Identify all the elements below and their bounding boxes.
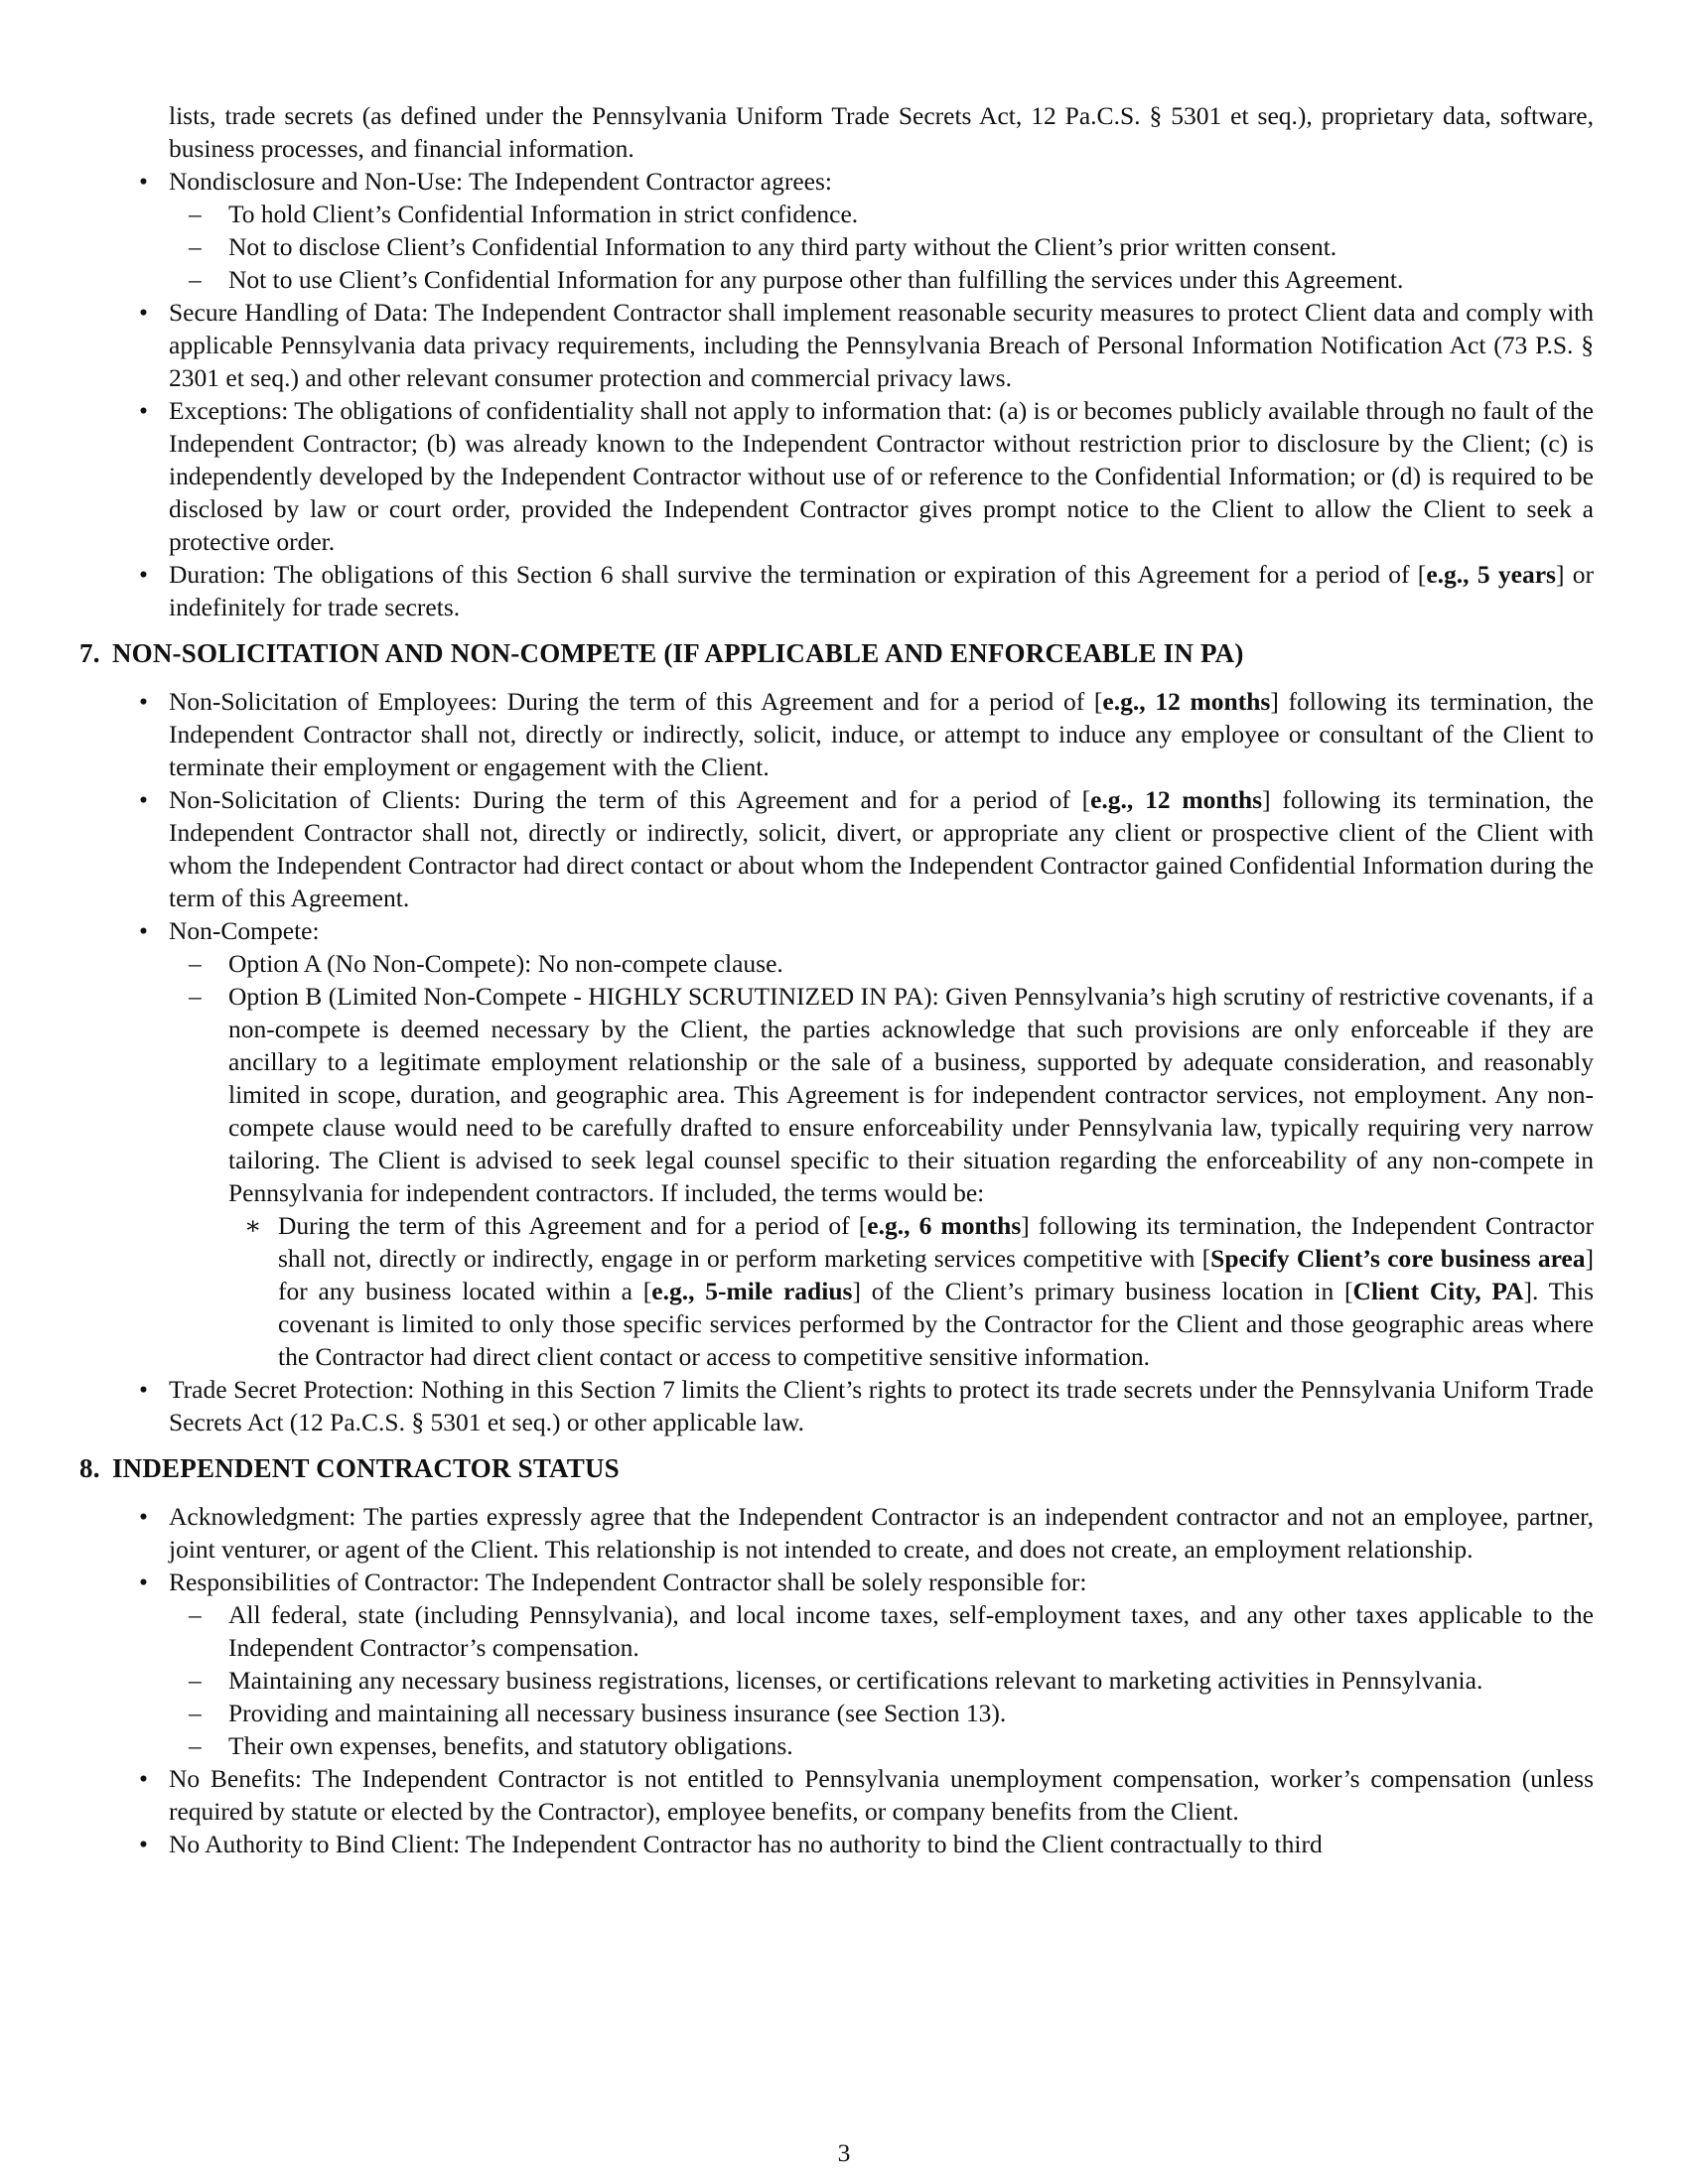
section-number: 7. bbox=[79, 638, 100, 668]
placeholder-term: e.g., 5-mile radius bbox=[651, 1277, 853, 1305]
non-compete-options bbox=[169, 947, 1594, 1373]
list-item-no-benefits: • No Benefits: The Independent Contractor is not entitled to Pennsylvania unemployment compensation, worker’s compensation (unless required by statute or elected by the Contractor), employee benefits, or company benefits from the Client. bbox=[79, 1762, 1594, 1828]
option-a: – Option A (No Non-Compete): No non-compete clause. bbox=[169, 947, 1594, 980]
option-b bbox=[169, 980, 1594, 1373]
text-run: Non-Solicitation of Employees: During the term of this Agreement and for a period of [ bbox=[169, 687, 1103, 716]
text-run: ] following its termination, the Independent Contractor shall not, directly or indirectly, solicit, induce, or attempt to induce any employee or consultant of the Client to terminate their employment or engagement with the Client. bbox=[169, 687, 1594, 781]
responsibilities-sublist bbox=[169, 1598, 1594, 1762]
placeholder-term: Specify Client’s core business area bbox=[1210, 1244, 1586, 1273]
text-run: ] for any business located within a [ bbox=[278, 1244, 1595, 1305]
page-number: 3 bbox=[837, 2138, 851, 2167]
section-7-heading bbox=[79, 635, 1594, 671]
placeholder-term: e.g., 5 years bbox=[1426, 560, 1556, 589]
placeholder-term: e.g., 12 months bbox=[1090, 785, 1263, 814]
section-number: 8. bbox=[79, 1453, 100, 1483]
non-compete-term bbox=[228, 1209, 1594, 1373]
text-run: Non-Solicitation of Clients: During the term of this Agreement and for a period of [ bbox=[169, 785, 1091, 814]
sub-item: – Not to disclose Client’s Confidential Information to any third party without the Client’s prior written consent. bbox=[169, 230, 1594, 263]
sub-item: – To hold Client’s Confidential Information in strict confidence. bbox=[169, 198, 1594, 230]
placeholder-term: e.g., 12 months bbox=[1102, 687, 1271, 716]
sub-item: – Not to use Client’s Confidential Information for any purpose other than fulfilling the services under this Agreement. bbox=[169, 263, 1594, 296]
list-item-trade-secret: • Trade Secret Protection: Nothing in this Section 7 limits the Client’s rights to protect its trade secrets under the Pennsylvania Uniform Trade Secrets Act (12 Pa.C.S. § 5301 et seq.) or other applicable law. bbox=[79, 1373, 1594, 1438]
section-8-heading bbox=[79, 1450, 1594, 1486]
sub-item: – All federal, state (including Pennsylvania), and local income taxes, self-employment taxes, and any other taxes applicable to the Independent Contractor’s compensation. bbox=[169, 1598, 1594, 1664]
list-item-secure-handling: • Secure Handling of Data: The Independent Contractor shall implement reasonable security measures to protect Client data and comply with applicable Pennsylvania data privacy requirements, including the Pennsylvania Breach of Personal Information Notification Act (73 P.S. § 2301 et seq.) and other relevant consumer protection and commercial privacy laws. bbox=[79, 296, 1594, 394]
option-b-terms bbox=[228, 1209, 1594, 1373]
section-title: INDEPENDENT CONTRACTOR STATUS bbox=[111, 1453, 620, 1483]
list-item-non-compete bbox=[79, 914, 1594, 1373]
continued-paragraph: lists, trade secrets (as defined under the Pennsylvania Uniform Trade Secrets Act, 12 Pa.C.S. § 5301 et seq.), proprietary data, software, business processes, and financial information. bbox=[169, 101, 1594, 163]
document-body bbox=[79, 99, 1594, 1860]
nondisclosure-text: Nondisclosure and Non-Use: The Independent Contractor agrees: bbox=[169, 167, 832, 196]
nondisclosure-sublist bbox=[169, 198, 1594, 296]
list-item-non-solicitation-employees bbox=[79, 685, 1594, 783]
placeholder-term: Client City, PA bbox=[1352, 1277, 1524, 1305]
section-6-list bbox=[79, 165, 1594, 623]
text-run: ] of the Client’s primary business location in [ bbox=[852, 1277, 1353, 1305]
text-run: ] following its termination, the Independent Contractor shall not, directly or indirectly, solicit, divert, or appropriate any client or prospective client of the Client with whom the Independent Contractor had direct contact or about whom the Independent Contractor gained Confidential Information during the term of this Agreement. bbox=[169, 785, 1594, 912]
sub-item: – Providing and maintaining all necessary business insurance (see Section 13). bbox=[169, 1697, 1594, 1729]
text-run: During the term of this Agreement and for a period of [ bbox=[278, 1211, 868, 1240]
responsibilities-text: Responsibilities of Contractor: The Independent Contractor shall be solely responsible for: bbox=[169, 1568, 1087, 1596]
list-item-duration bbox=[79, 558, 1594, 623]
text-run: ] or indefinitely for trade secrets. bbox=[169, 560, 1595, 621]
list-item-exceptions: • Exceptions: The obligations of confidentiality shall not apply to information that: (a) is or becomes publicly available through no fault of the Independent Contractor; (b) was already known to the Independent Contractor without restriction prior to disclosure by the Client; (c) is independently developed by the Independent Contractor without use of or reference to the Confidential Information; or (d) is required to be disclosed by law or court order, provided the Independent Contractor gives prompt notice to the Client to allow the Client to seek a protective order. bbox=[79, 394, 1594, 558]
text-run: Duration: The obligations of this Section 6 shall survive the termination or expiration of this Agreement for a period of [ bbox=[169, 560, 1427, 589]
placeholder-term: e.g., 6 months bbox=[867, 1211, 1022, 1240]
text-run: ]. This covenant is limited to only those specific services performed by the Contractor for the Client and those geographic areas where the Contractor had direct client contact or access to competitive sensitive information. bbox=[278, 1277, 1595, 1371]
sub-item: – Their own expenses, benefits, and statutory obligations. bbox=[169, 1729, 1594, 1762]
text-run: ] following its termination, the Independent Contractor shall not, directly or indirectly, engage in or perform marketing services competitive with [ bbox=[278, 1211, 1594, 1273]
list-item-non-solicitation-clients bbox=[79, 783, 1594, 914]
option-b-text: Option B (Limited Non-Compete - HIGHLY SCRUTINIZED IN PA): Given Pennsylvania’s high scrutiny of restrictive covenants, if a non-compete is deemed necessary by the Client, the parties acknowledge that such provisions are only enforceable if they are ancillary to a legitimate employment relationship or the sale of a business, supported by adequate consideration, and reasonably limited in scope, duration, and geographic area. This Agreement is for independent contractor services, not employment. Any non-compete clause would need to be carefully drafted to ensure enforceability under Pennsylvania law, typically requiring very narrow tailoring. The Client is advised to seek legal counsel specific to their situation regarding the enforceability of any non-compete in Pennsylvania for independent contractors. If included, the terms would be: bbox=[228, 982, 1594, 1207]
list-item-nondisclosure bbox=[79, 165, 1594, 296]
non-compete-label: Non-Compete: bbox=[169, 916, 320, 945]
section-title: NON-SOLICITATION AND NON-COMPETE (IF APPLICABLE AND ENFORCEABLE IN PA) bbox=[111, 638, 1244, 668]
list-item-no-authority: • No Authority to Bind Client: The Independent Contractor has no authority to bind the Client contractually to third bbox=[79, 1828, 1594, 1860]
list-item-acknowledgment: • Acknowledgment: The parties expressly agree that the Independent Contractor is an independent contractor and not an employee, partner, joint venturer, or agent of the Client. This relationship is not intended to create, and does not create, an employment relationship. bbox=[79, 1500, 1594, 1566]
sub-item: – Maintaining any necessary business registrations, licenses, or certifications relevant to marketing activities in Pennsylvania. bbox=[169, 1664, 1594, 1697]
list-item-responsibilities bbox=[79, 1566, 1594, 1762]
section-8-list bbox=[79, 1500, 1594, 1860]
section-7-list bbox=[79, 685, 1594, 1438]
